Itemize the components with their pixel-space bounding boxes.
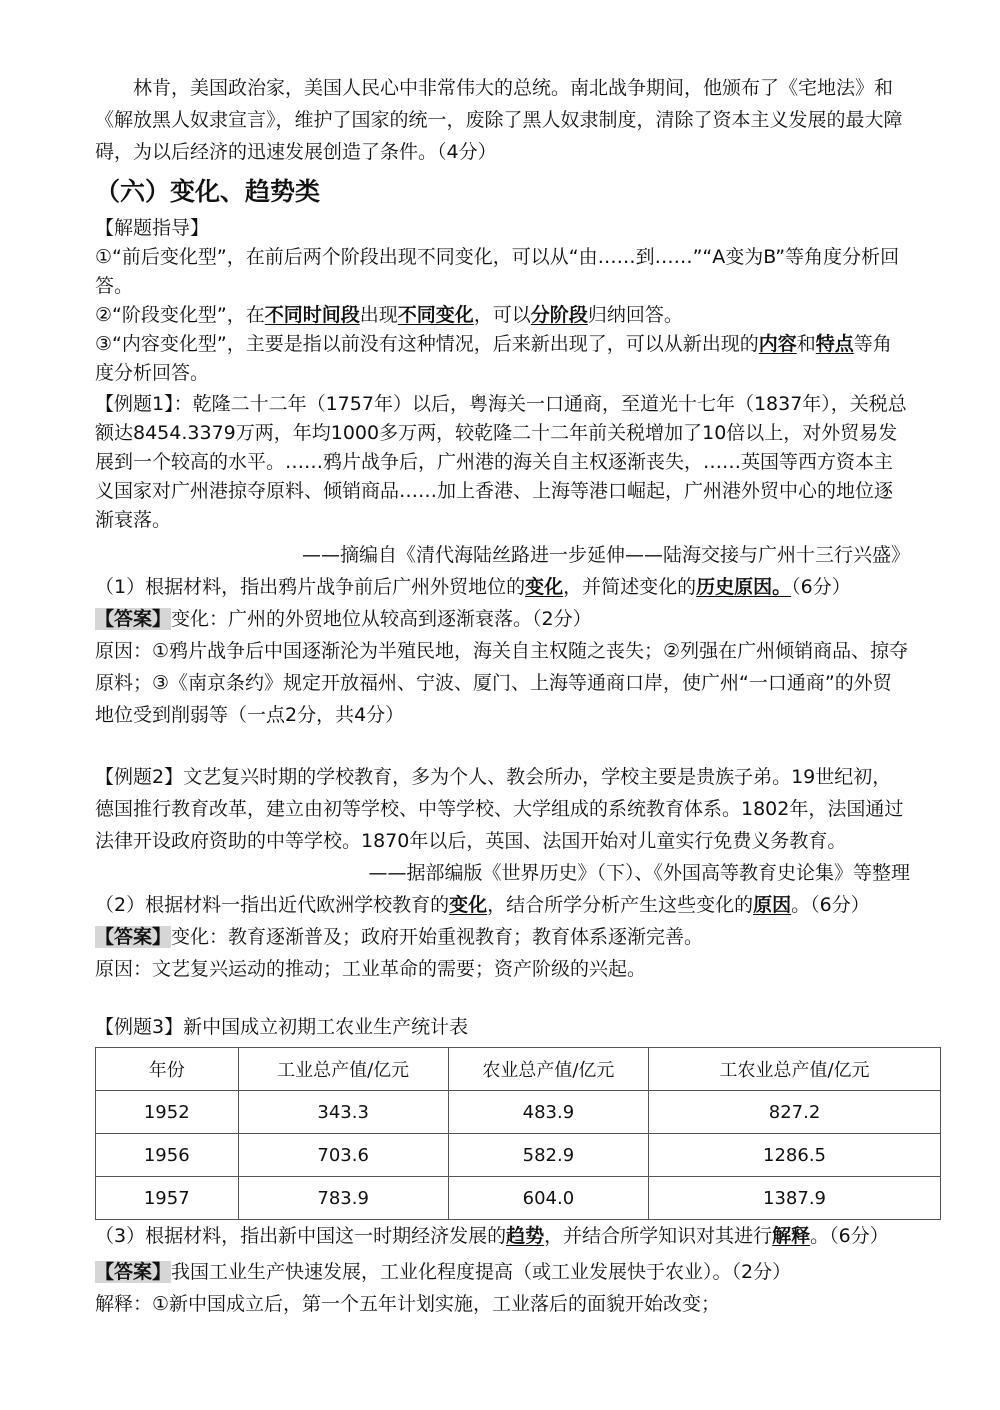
answer-tag: 【答案】 xyxy=(95,1261,172,1283)
example3-question: （3）根据材料，指出新中国这一时期经济发展的趋势，并结合所学知识对其进行解释。（6分） xyxy=(95,1225,889,1247)
table-header: 工农业总产值/亿元 xyxy=(649,1048,941,1091)
table-cell: 1952 xyxy=(96,1091,239,1134)
table-cell: 582.9 xyxy=(448,1134,648,1177)
answer-tag: 【答案】 xyxy=(95,608,172,630)
highlight-term: 不同时间段 xyxy=(264,304,360,326)
highlight-term: 不同变化 xyxy=(397,304,474,326)
table-row xyxy=(96,1177,941,1220)
guide-item-3: ③“内容变化型”，主要是指以前没有这种情况，后来新出现了，可以从新出现的内容和特点等角度分析回答。 xyxy=(95,333,892,384)
table-row xyxy=(96,1134,941,1177)
table-header: 年份 xyxy=(96,1048,239,1091)
table-cell: 827.2 xyxy=(649,1091,941,1134)
highlight-term: 特点 xyxy=(815,333,854,355)
highlight-term: 内容 xyxy=(758,333,797,355)
example1-source: ——摘编自《清代海陆丝路进一步延伸——陆海交接与广州十三行兴盛》 xyxy=(301,544,910,566)
intro-paragraph: 林肯，美国政治家，美国人民心中非常伟大的总统。南北战争期间，他颁布了《宅地法》和《解放黑人奴隶宣言》，维护了国家的统一，废除了黑人奴隶制度，清除了资本主义发展的最大障碍，为以后经济的迅速发展创造了条件。（4分） xyxy=(95,77,903,163)
example2-answer: 【答案】变化：教育逐渐普及；政府开始重视教育；教育体系逐渐完善。 xyxy=(95,926,704,948)
document-page xyxy=(95,72,910,1320)
highlight-term: 原因 xyxy=(753,894,792,916)
highlight-term: 解释 xyxy=(772,1225,811,1247)
answer-tag: 【答案】 xyxy=(95,926,172,948)
production-table xyxy=(95,1047,941,1220)
table-cell: 1387.9 xyxy=(649,1177,941,1220)
example1-reason: 原因：①鸦片战争后中国逐渐沦为半殖民地，海关自主权随之丧失；②列强在广州倾销商品、掠夺原料；③《南京条约》规定开放福州、宁波、厦门、上海等通商口岸，使广州“一口通商”的外贸地位受到削弱等（一点2分，共4分） xyxy=(95,640,909,726)
table-cell: 1956 xyxy=(96,1134,239,1177)
table-cell: 483.9 xyxy=(448,1091,648,1134)
example1-question: （1）根据材料，指出鸦片战争前后广州外贸地位的变化，并简述变化的历史原因。（6分） xyxy=(95,576,851,598)
spacer xyxy=(95,985,910,1011)
highlight-term: 变化 xyxy=(449,894,488,916)
example2-reason: 原因：文艺复兴运动的推动；工业革命的需要；资产阶级的兴起。 xyxy=(95,958,647,980)
table-cell: 343.3 xyxy=(238,1091,448,1134)
example2-question: （2）根据材料一指出近代欧洲学校教育的变化，结合所学分析产生这些变化的原因。（6分） xyxy=(95,894,870,916)
table-cell: 703.6 xyxy=(238,1134,448,1177)
example2-source: ——据部编版《世界历史》（下）、《外国高等教育史论集》等整理 xyxy=(368,862,910,884)
highlight-term: 趋势 xyxy=(506,1225,545,1247)
guide-item-1: ①“前后变化型”，在前后两个阶段出现不同变化，可以从“由……到……”“A变为B”等角度分析回答。 xyxy=(95,246,900,297)
table-header: 工业总产值/亿元 xyxy=(238,1048,448,1091)
example2-material: 【例题2】文艺复兴时期的学校教育，多为个人、教会所办，学校主要是贵族子弟。19世纪初，德国推行教育改革，建立由初等学校、中等学校、大学组成的系统教育体系。1802年，法国通过法律开设政府资助的中等学校。1870年以后，英国、法国开始对儿童实行免费义务教育。 xyxy=(95,766,904,852)
example1-answer: 【答案】变化：广州的外贸地位从较高到逐渐衰落。（2分） xyxy=(95,608,592,630)
example3-explanation: 解释：①新中国成立后，第一个五年计划实施，工业落后的面貌开始改变； xyxy=(95,1293,721,1315)
example1-label: 【例题1】： xyxy=(95,393,193,415)
table-cell: 604.0 xyxy=(448,1177,648,1220)
highlight-term: 历史原因。 xyxy=(696,576,792,598)
table-cell: 1957 xyxy=(96,1177,239,1220)
guide-item-2: ②“阶段变化型”，在不同时间段出现不同变化，可以分阶段归纳回答。 xyxy=(95,304,683,326)
example1-material: 【例题1】：乾隆二十二年（1757年）以后，粤海关一口通商，至道光十七年（1837年），关税总额达8454.3379万两，年均1000多万两，较乾隆二十二年前关税增加了10倍以上，对外贸易发展到一个较高的水平。……鸦片战争后，广州港的海关自主权逐渐丧失，……英国等西方资本主义国家对广州港掠夺原料、倾销商品……加上香港、上海等港口崛起，广州港外贸中心的地位逐渐衰落。 xyxy=(95,393,907,531)
guide-heading: 【解题指导】 xyxy=(95,217,210,239)
table-cell: 1286.5 xyxy=(649,1134,941,1177)
table-header: 农业总产值/亿元 xyxy=(448,1048,648,1091)
example2-label: 【例题2】 xyxy=(95,766,184,788)
example3-answer: 【答案】我国工业生产快速发展，工业化程度提高（或工业发展快于农业）。（2分） xyxy=(95,1261,792,1283)
section-title: （六）变化、趋势类 xyxy=(95,177,321,206)
table-cell: 783.9 xyxy=(238,1177,448,1220)
spacer xyxy=(95,731,910,761)
highlight-term: 变化 xyxy=(525,576,564,598)
table-header-row xyxy=(96,1048,941,1091)
highlight-term: 分阶段 xyxy=(530,304,588,326)
example3-title: 【例题3】新中国成立初期工农业生产统计表 xyxy=(95,1016,469,1038)
table-row xyxy=(96,1091,941,1134)
